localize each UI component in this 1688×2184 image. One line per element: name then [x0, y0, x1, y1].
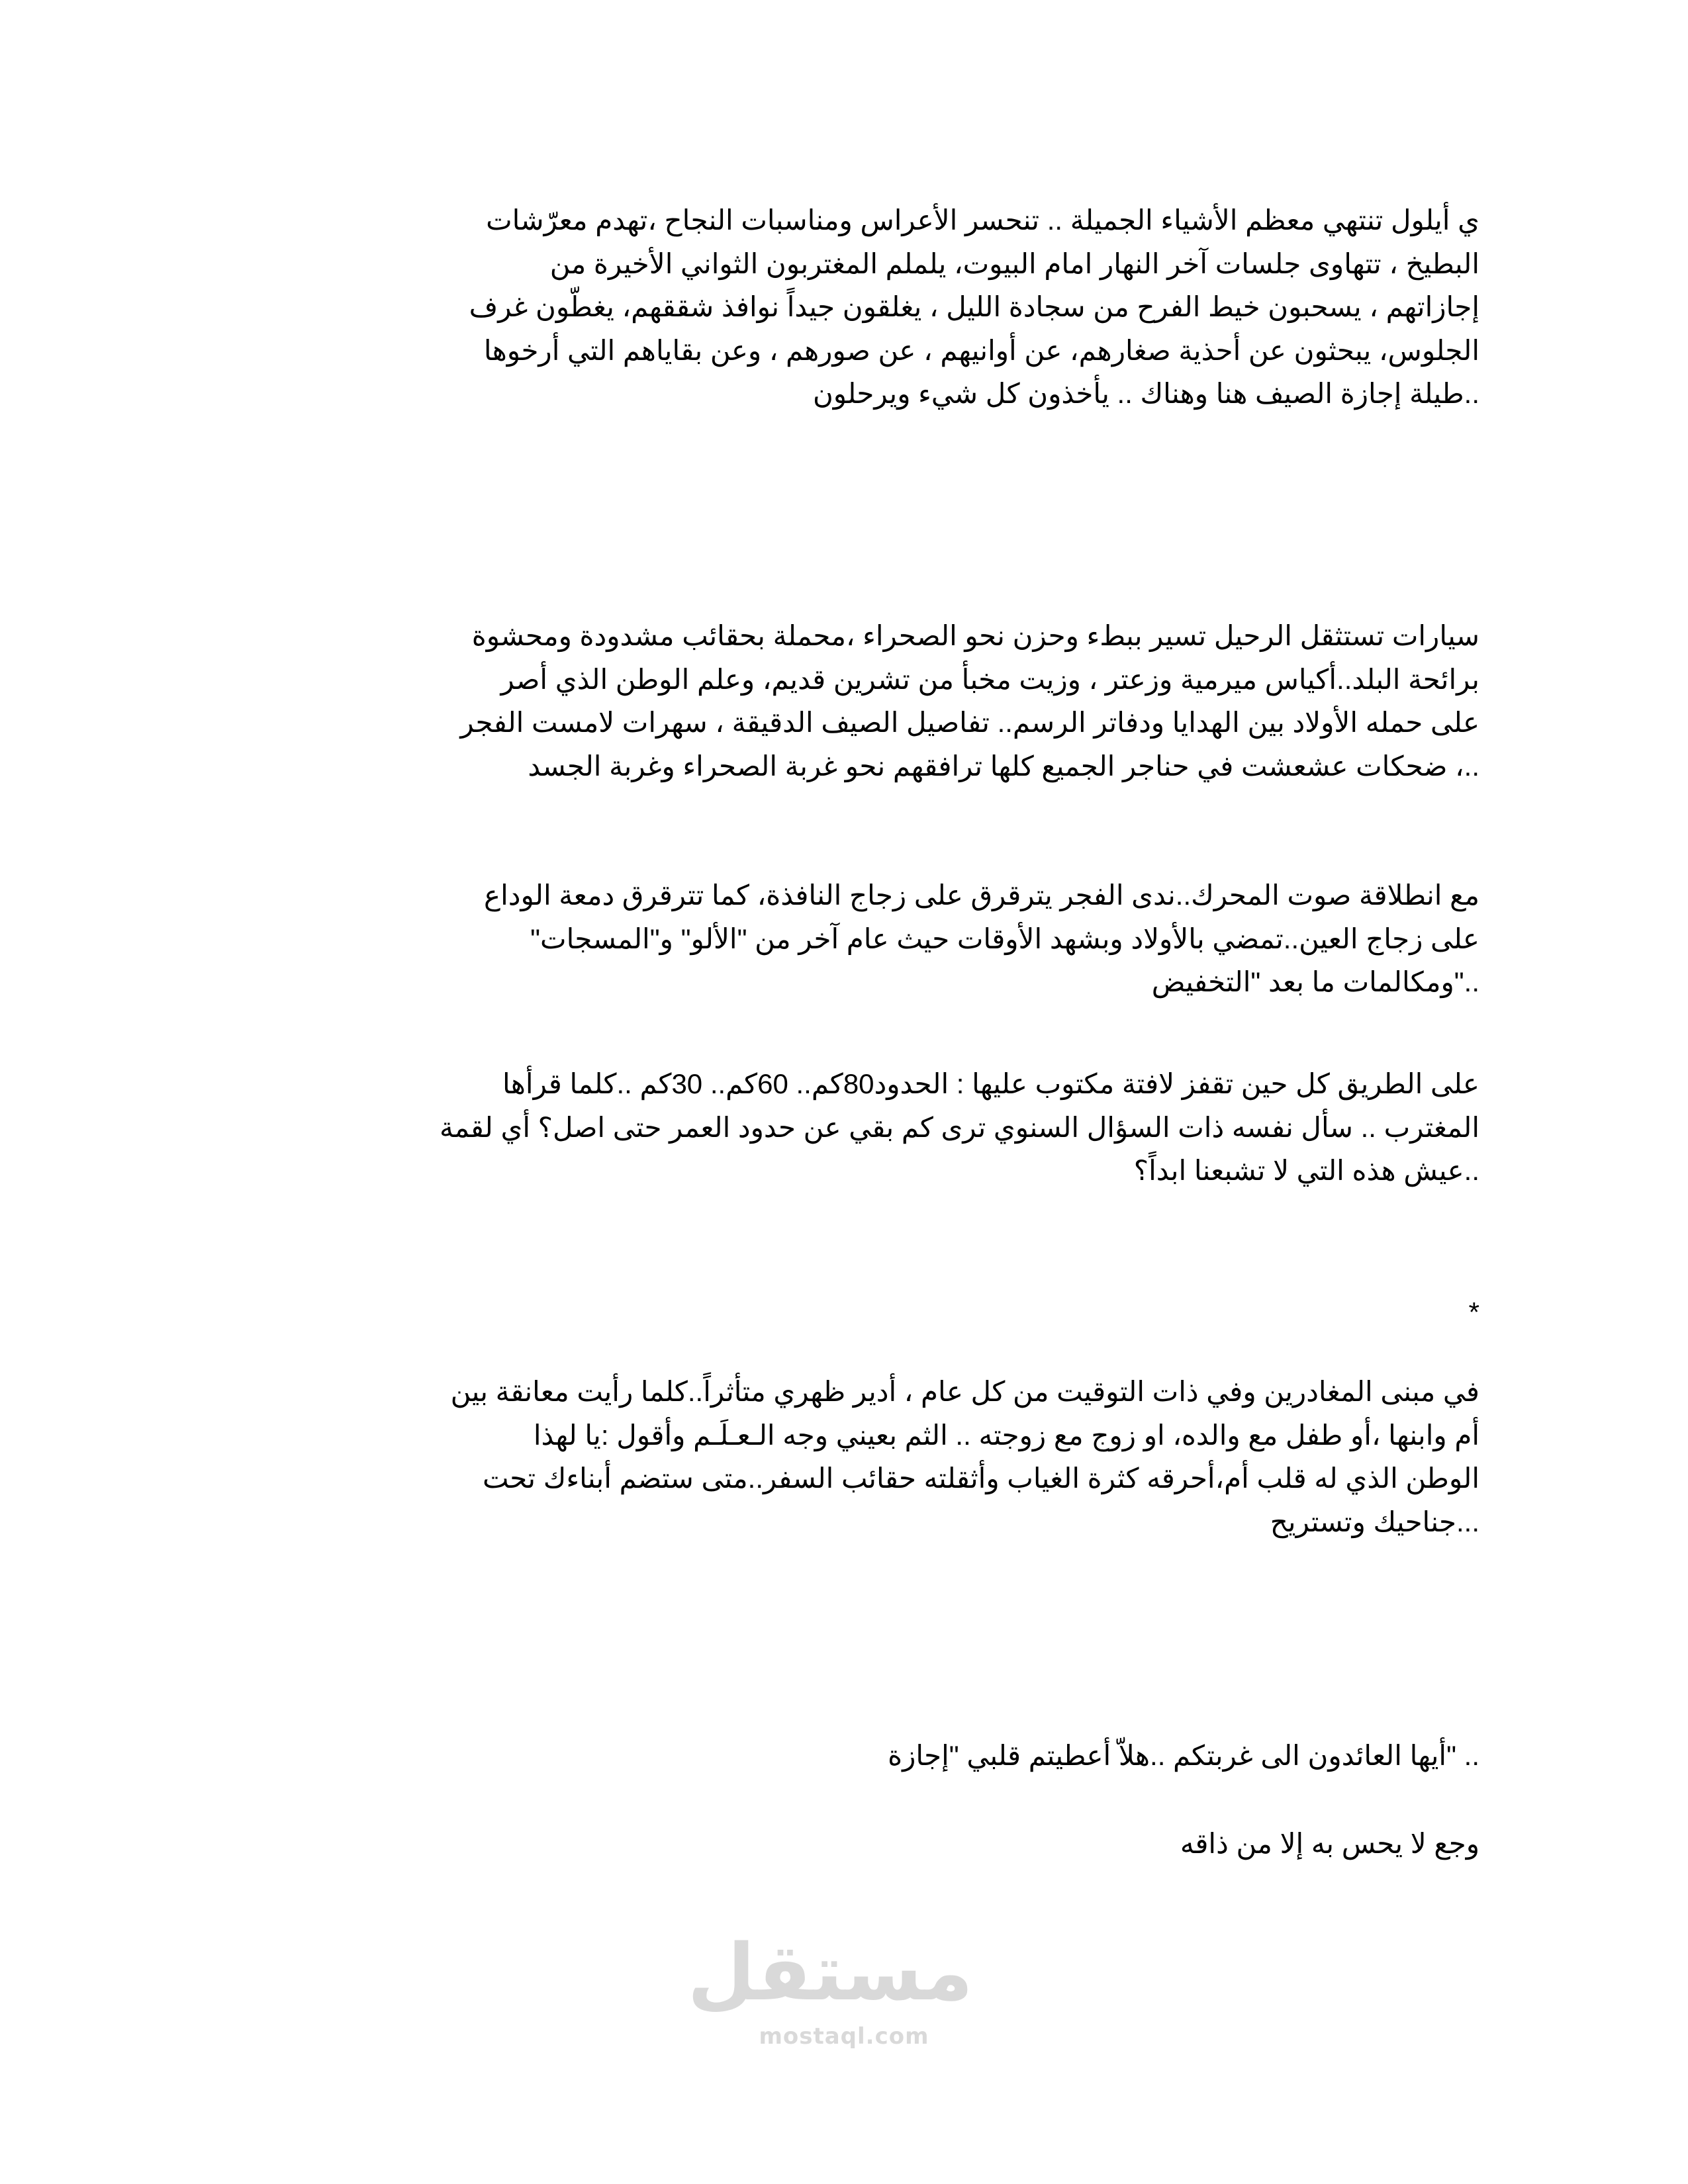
- paragraph-5-line: في مبنى المغادرين وفي ذات التوقيت من كل عام ، أدير ظهري متأثراً..كلما رأيت معانقة بين: [450, 1376, 1479, 1407]
- paragraph-2-line: على حمله الأولاد بين الهدايا ودفاتر الرسم.. تفاصيل الصيف الدقيقة ، سهرات لامست الفجر: [460, 707, 1479, 738]
- paragraph-4-line: على الطريق كل حين تقفز لافتة مكتوب عليها : الحدود80كم.. 60كم.. 30كم ..كلما قرأها: [502, 1068, 1479, 1099]
- paragraph-1-line: الجلوس، يبحثون عن أحذية صغارهم، عن أوانيهم ، عن صورهم ، وعن بقاياهم التي أرخوها: [483, 334, 1479, 366]
- logo-wordmark: مستقل: [687, 1927, 973, 2018]
- paragraph-4: [199, 1062, 1479, 1193]
- paragraph-1-line: ..طيلة إجازة الصيف هنا وهناك .. يأخذون كل شيء ويرحلون: [812, 378, 1479, 409]
- paragraph-4-line: المغترب .. سأل نفسه ذات السؤال السنوي ترى كم بقي عن حدود العمر حتى اصل؟ أي لقمة: [439, 1111, 1479, 1143]
- paragraph-3: [199, 874, 1479, 1004]
- paragraph-2: [199, 614, 1479, 788]
- paragraph-5: [199, 1370, 1479, 1543]
- paragraph-1: [199, 199, 1479, 416]
- closing-text: .. "أيها العائدون الى غربتكم ..هلاّ أعطيتم قلبي "إجازة: [888, 1740, 1479, 1771]
- paragraph-1-line: ي أيلول تنتهي معظم الأشياء الجميلة .. تنحسر الأعراس ومناسبات النجاح ،تهدم معرّشات: [486, 205, 1479, 236]
- mostaql-watermark-logo: [687, 1923, 973, 2068]
- paragraph-5-line: الوطن الذي له قلب أم،أحرقه كثرة الغياب وأثقلته حقائب السفر..متى ستضم أبناءك تحت: [483, 1463, 1479, 1494]
- paragraph-2-line: برائحة البلد..أكياس ميرمية وزعتر ، وزيت مخبأ من تشرين قديم، وعلم الوطن الذي أصر: [500, 663, 1479, 695]
- closing-text: وجع لا يحس به إلا من ذاقه: [1180, 1828, 1479, 1859]
- paragraph-4-line: ..عيش هذه التي لا تشبعنا ابداً؟: [1133, 1155, 1479, 1186]
- paragraph-3-line: مع انطلاقة صوت المحرك..ندى الفجر يترقرق على زجاج النافذة، كما تترقرق دمعة الوداع: [484, 880, 1479, 911]
- paragraph-1-line: البطيخ ، تتهاوى جلسات آخر النهار امام البيوت، يلملم المغتربون الثواني الأخيرة من: [549, 248, 1479, 279]
- paragraph-3-line: على زجاج العين..تمضي بالأولاد وبشهد الأوقات حيث عام آخر من "الألو" و"المسجات": [530, 923, 1479, 954]
- paragraph-2-line: ..، ضحكات عشعشت في حناجر الجميع كلها ترافقهم نحو غربة الصحراء وغربة الجسد: [528, 750, 1479, 782]
- separator-asterisk: *: [1468, 1297, 1479, 1328]
- section-separator: [199, 1291, 1479, 1334]
- paragraph-3-line: .."ومكالمات ما بعد "التخفيض: [1151, 966, 1479, 997]
- closing-line-2: [199, 1822, 1479, 1866]
- paragraph-5-line: أم وابنها ،أو طفل مع والده، او زوج مع زوجته .. الثم بعيني وجه الـعـلَـم وأقول :يا لهذا: [533, 1419, 1479, 1451]
- closing-line-1: [199, 1734, 1479, 1778]
- paragraph-1-line: إجازاتهم ، يسحبون خيط الفرح من سجادة الليل ، يغلقون جيداً نوافذ شققهم، يغطّون غرف: [469, 291, 1479, 322]
- paragraph-2-line: سيارات تستثقل الرحيل تسير ببطء وحزن نحو الصحراء ،محملة بحقائب مشدودة ومحشوة: [471, 620, 1479, 651]
- paragraph-5-line: ...جناحيك وتستريح: [1270, 1506, 1479, 1537]
- logo-url: mostaql.com: [759, 2023, 929, 2050]
